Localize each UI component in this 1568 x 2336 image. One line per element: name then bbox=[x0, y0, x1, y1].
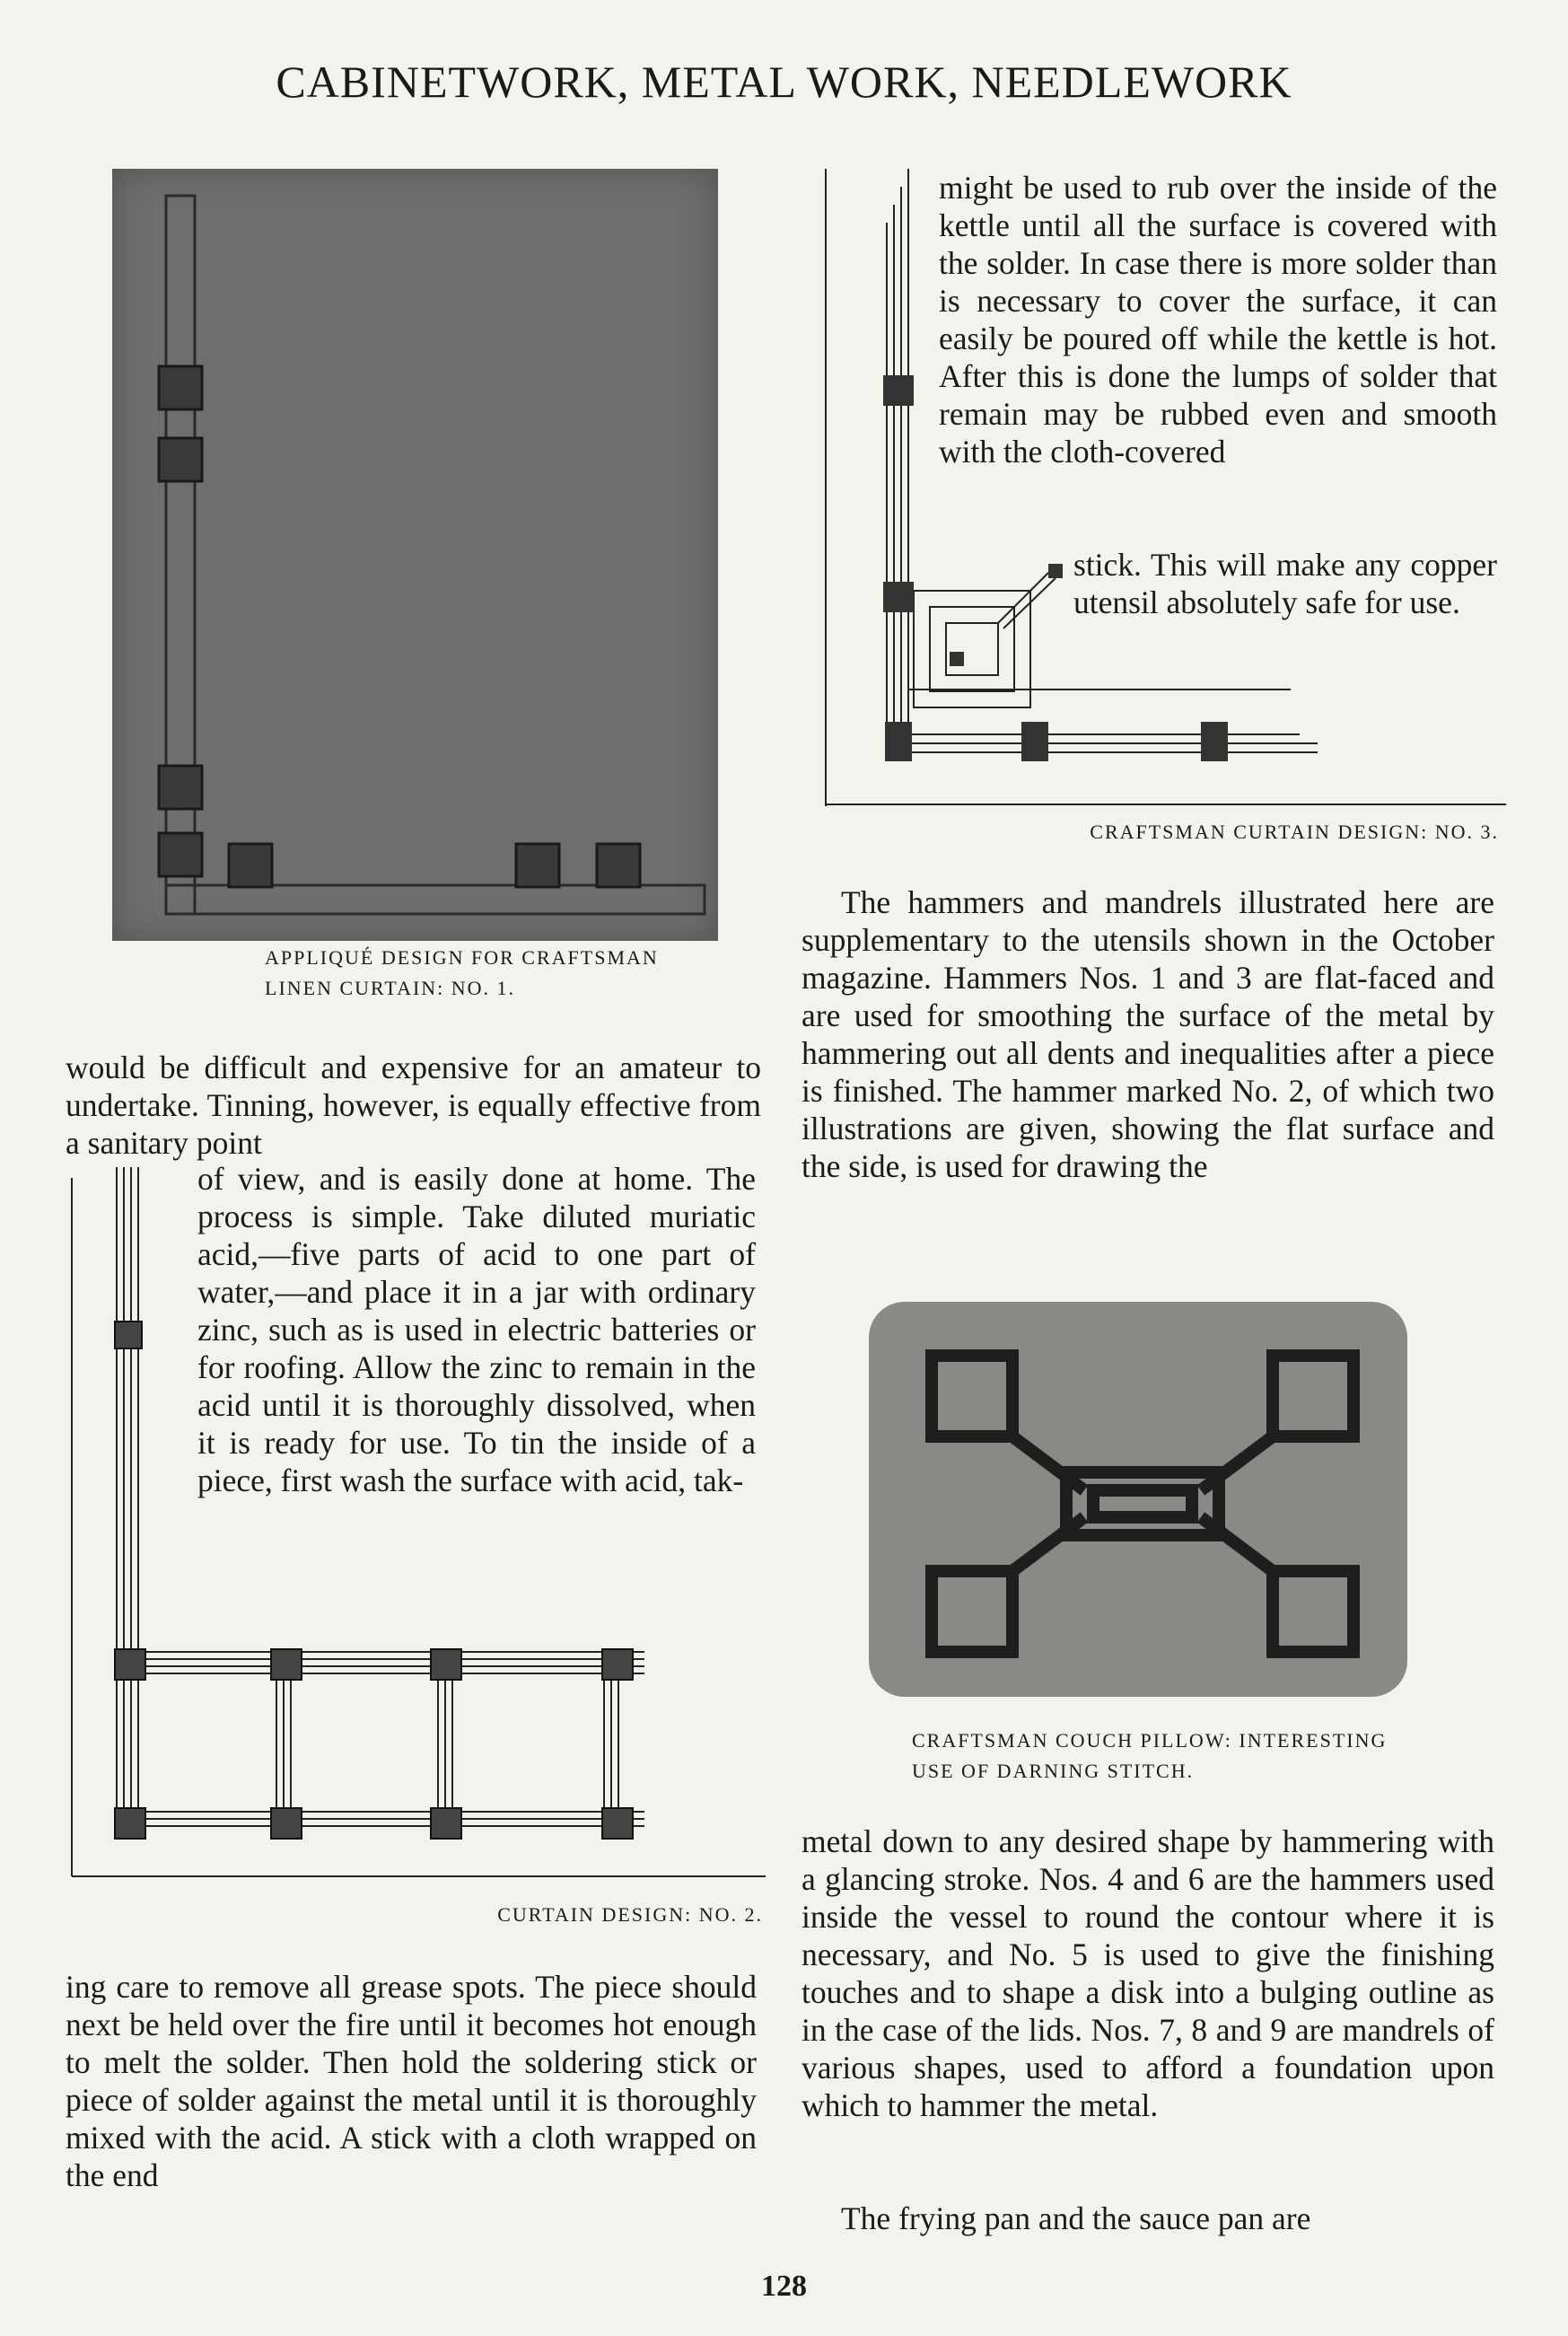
right-para-2 bbox=[802, 883, 1494, 1185]
fig3-caption: CRAFTSMAN CURTAIN DESIGN: NO. 3. bbox=[1090, 821, 1499, 843]
fig1-caption-line2: LINEN CURTAIN: NO. 1. bbox=[265, 977, 516, 999]
right-para-4-text: The frying pan and the sauce pan are bbox=[841, 2200, 1311, 2236]
right-para-2-text: The hammers and mandrels illustrated here are supplementary to the utensils shown in the October magazine. Hammers Nos. 1 and 3 are flat-faced and are used for smoothing the surface of the metal by hammering out all dents and inequalities after a piece is finished. The hammer marked No. 2, of which two illustrations are given, showing the flat surface and the side, is used for drawing the bbox=[802, 884, 1494, 1184]
page-title: CABINETWORK, METAL WORK, NEEDLEWORK bbox=[276, 57, 1292, 107]
fig4-caption-line2: USE OF DARNING STITCH. bbox=[912, 1760, 1195, 1782]
right-para-1b bbox=[1073, 546, 1497, 621]
right-para-1-text: might be used to rub over the inside of the kettle until all the surface is covered with the solder. In case there is more solder than is necessary to cover the surface, it can easily be poured off while the kettle is hot. After this is done the lumps of solder that remain may be rubbed even and smooth with the cloth-covered bbox=[939, 170, 1497, 470]
fig2-caption: CURTAIN DESIGN: NO. 2. bbox=[497, 1903, 763, 1926]
left-para-2-text: of view, and is easily done at home. The process is simple. Take diluted muriatic acid,—five parts of acid to one part of water,—and place it in a jar with ordinary zinc, such as is used in electric batteries or for roofing. Allow the zinc to remain in the acid until it is thoroughly dissolved, when it is ready for use. To tin the inside of a piece, first wash the surface with acid, tak- bbox=[197, 1161, 756, 1498]
right-para-1 bbox=[939, 169, 1497, 470]
right-para-3-text: metal down to any desired shape by hammering with a glancing stroke. Nos. 4 and 6 are the hammers used inside the vessel to round the contour where it is necessary, and No. 5 is used to give the finishing touches and to shape a disk into a bulging outline as in the case of the lids. Nos. 7, 8 and 9 are mandrels of various shapes, used to afford a foundation upon which to hammer the metal. bbox=[802, 1823, 1494, 2123]
right-para-1b-text: stick. This will make any copper utensil absolutely safe for use. bbox=[1073, 547, 1497, 620]
curtain-border-pattern bbox=[112, 169, 718, 941]
applique-curtain-photo bbox=[112, 169, 718, 941]
left-para-1-text: would be difficult and expensive for an amateur to undertake. Tinning, however, is equally effective from a sanitary point bbox=[66, 1049, 761, 1161]
left-para-1 bbox=[66, 1049, 761, 1162]
left-para-2 bbox=[197, 1160, 756, 1499]
left-para-3-text: ing care to remove all grease spots. The piece should next be held over the fire until it becomes hot enough to melt the solder. Then hold the soldering stick or piece of solder against the metal until it is thoroughly mixed with the acid. A stick with a cloth wrapped on the end bbox=[66, 1969, 757, 2193]
right-para-4 bbox=[802, 2200, 1494, 2237]
fig1-caption-line1: APPLIQUÉ DESIGN FOR CRAFTSMAN bbox=[265, 946, 659, 969]
fig4-caption-line1: CRAFTSMAN COUCH PILLOW: INTERESTING bbox=[912, 1729, 1388, 1752]
right-para-3 bbox=[802, 1822, 1494, 2124]
left-para-3 bbox=[66, 1968, 757, 2194]
page-number: 128 bbox=[761, 2270, 807, 2303]
couch-pillow-photo bbox=[842, 1293, 1439, 1710]
